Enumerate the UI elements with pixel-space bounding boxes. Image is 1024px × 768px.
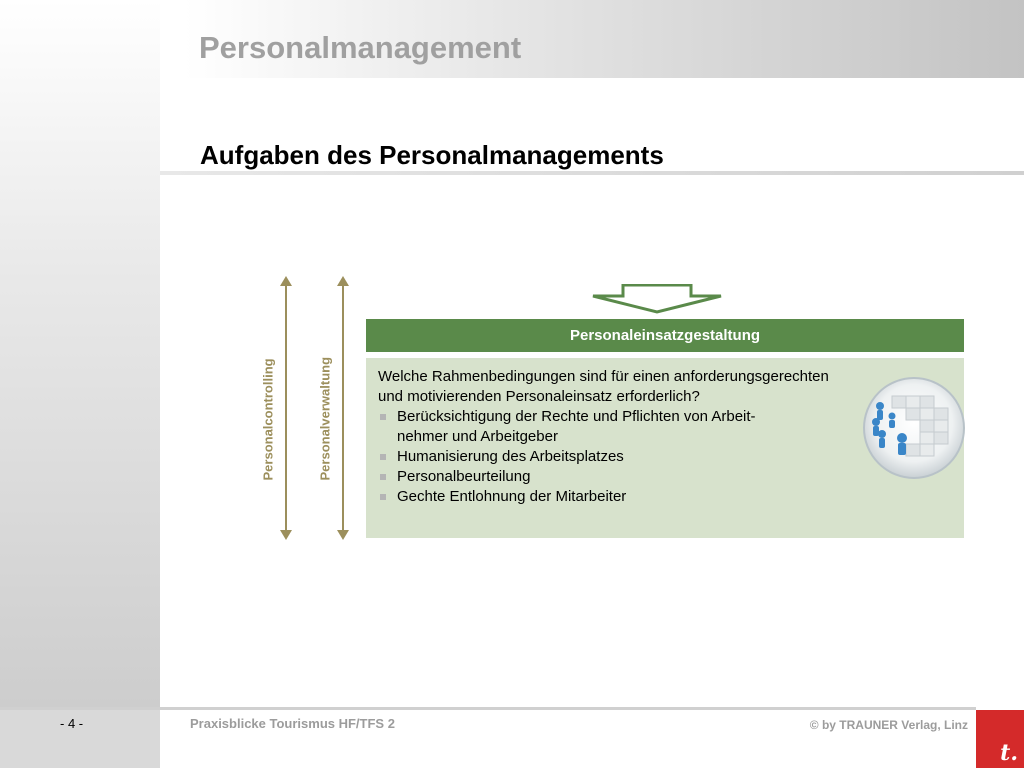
list-item-text: Berücksichtigung der Rechte und Pflichten von Arbeit- [397, 408, 756, 425]
personalverwaltung-label: Personalverwaltung [317, 356, 333, 481]
down-arrow-icon [591, 284, 723, 314]
personalcontrolling-arrow-icon [277, 276, 295, 540]
slide-title: Personalmanagement [199, 30, 522, 65]
list-item [378, 407, 858, 447]
slide-subtitle: Aufgaben des Personalmanagements [200, 140, 664, 170]
footer-copyright: © by TRAUNER Verlag, Linz [809, 718, 968, 732]
list-item [378, 447, 858, 467]
box-header [366, 319, 964, 352]
square-bullet-icon [380, 494, 386, 500]
logo-text: t. [1000, 740, 1018, 766]
list-item [378, 467, 858, 487]
left-panel [0, 0, 160, 768]
personalcontrolling-label: Personalcontrolling [260, 358, 276, 481]
puzzle-team-illustration [862, 376, 966, 480]
subtitle-divider [160, 171, 1024, 175]
page-number: - 4 - [60, 716, 84, 731]
trauner-logo [976, 710, 1024, 768]
square-bullet-icon [380, 454, 386, 460]
box-header-label: Personaleinsatzgestaltung [569, 327, 761, 344]
square-bullet-icon [380, 414, 386, 420]
footer-divider [0, 707, 976, 710]
list-item-text: Humanisierung des Arbeitsplatzes [397, 448, 624, 465]
box-intro-line-2: und motivierenden Personaleinsatz erforderlich? [378, 388, 700, 405]
list-item-text: Personalbeurteilung [397, 468, 531, 485]
square-bullet-icon [380, 474, 386, 480]
bullet-list [378, 407, 858, 507]
footer-course-title: Praxisblicke Tourismus HF/TFS 2 [190, 716, 395, 731]
list-item [378, 487, 858, 507]
box-intro-line-1: Welche Rahmenbedingungen sind für einen anforderungsgerechten [378, 368, 829, 385]
personalverwaltung-arrow-icon [334, 276, 352, 540]
list-item-text-continued: nehmer und Arbeitgeber [397, 428, 558, 445]
box-intro [378, 367, 898, 407]
list-item-text: Gechte Entlohnung der Mitarbeiter [397, 488, 627, 505]
